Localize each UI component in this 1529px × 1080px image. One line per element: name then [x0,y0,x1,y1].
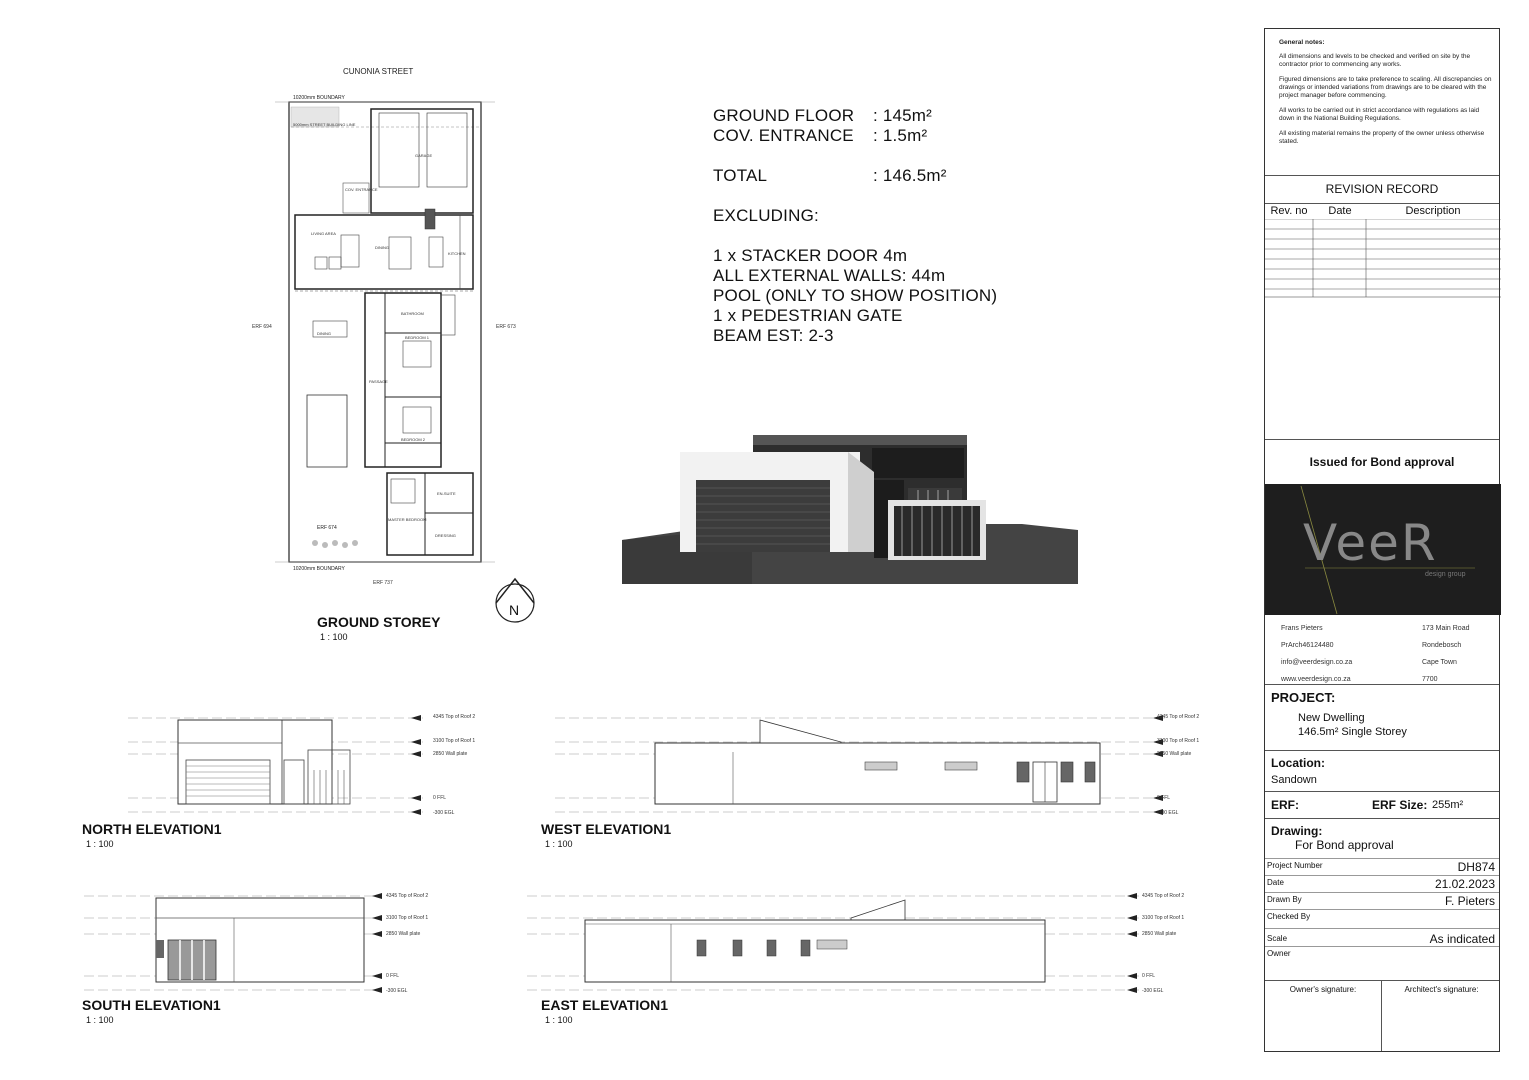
veer-logo [1265,484,1501,615]
info-row-checked-by [1265,909,1499,929]
contact-left [1281,620,1352,688]
address-line: Cape Town [1422,659,1457,666]
east-elevation-scale: 1 : 100 [545,1015,573,1025]
room-kitchen: KITCHEN [448,251,466,256]
info-key: Scale [1267,934,1288,943]
cov-entrance-label: COV. ENTRANCE [713,126,854,145]
excluding-item: POOL (ONLY TO SHOW POSITION) [713,286,998,305]
level-egl: -300 EGL [1142,988,1164,994]
excluding-label: EXCLUDING: [713,206,819,225]
info-key: Project Number [1267,861,1323,870]
erf-inner: ERF 674 [317,525,337,531]
info-key: Drawn By [1267,895,1302,904]
room-cov-entrance: COV. ENTRANCE [345,187,378,192]
room-dressing: DRESSING [435,533,456,538]
revision-table [1265,219,1501,299]
north-elevation-drawing [128,710,438,820]
logo-subtext: design group [1425,571,1466,578]
contact-email[interactable]: info@veerdesign.co.za [1281,659,1353,666]
info-value: 21.02.2023 [1434,877,1495,891]
level-ffl: 0 FFL [1157,795,1171,801]
level-wallplate: 2850 Wall plate [1142,931,1177,937]
drawing-label: Drawing: [1271,824,1323,838]
room-bathroom: BATHROOM [401,311,424,316]
rev-header-no: Rev. no [1270,205,1308,217]
address-line: 7700 [1422,676,1438,683]
logo-text: VeeR [1303,514,1438,572]
erf-bottom-label: ERF 737 [373,580,393,586]
location-value: Sandown [1271,774,1317,786]
architect-signature-label: Architect's signature: [1404,985,1479,994]
plan-title: GROUND STOREY [317,614,441,630]
room-dining-kitchen: DINING [375,245,389,250]
level-roof1: 3100 Top of Roof 1 [386,915,429,921]
contact-reg: PrArch46124480 [1281,642,1334,649]
contact-name: Frans Pieters [1281,625,1323,632]
info-row-owner [1265,946,1499,981]
area-schedule [713,106,997,346]
west-elevation-drawing [555,710,1175,820]
level-wallplate: 2850 Wall plate [433,751,468,757]
rev-header-date: Date [1328,205,1352,217]
note: Figured dimensions are to take preference to scaling. All discrepancies on drawings or intended variations from drawings are to be cleared with the project manager before commencing. [1279,76,1492,99]
house-render [622,432,1080,584]
street-building-line: 5000mm STREET BUILDING LINE [293,122,356,127]
north-arrow-icon [492,575,538,625]
west-elevation-title: WEST ELEVATION1 [541,821,672,837]
north-elevation-title: NORTH ELEVATION1 [82,821,222,837]
north-elevation-scale: 1 : 100 [86,839,114,849]
excluding-item: 1 x PEDESTRIAN GATE [713,306,903,325]
project-label: PROJECT: [1271,690,1336,705]
ground-floor-label: GROUND FLOOR [713,106,855,125]
level-egl: -300 EGL [386,988,408,994]
level-roof2: 4345 Top of Roof 2 [1142,893,1185,899]
info-row-date [1265,875,1499,893]
erf-size-value: 255m² [1432,799,1464,811]
boundary-top: 10200mm BOUNDARY [293,95,345,101]
issued-status: Issued for Bond approval [1309,455,1455,469]
info-value: F. Pieters [1444,894,1495,908]
rev-header-desc: Description [1405,205,1461,217]
level-wallplate: 2850 Wall plate [1157,751,1192,757]
room-ensuite: EN-SUITE [437,491,456,496]
west-elevation-scale: 1 : 100 [545,839,573,849]
revision-title: REVISION RECORD [1325,182,1439,196]
level-ffl: 0 FFL [1142,973,1156,979]
note: All existing material remains the property of the owner unless otherwise stated. [1279,130,1485,145]
south-elevation-title: SOUTH ELEVATION1 [82,997,221,1013]
project-line2: 146.5m² Single Storey [1298,726,1407,738]
room-garage: GARAGE [415,153,433,158]
info-value: DH874 [1457,860,1495,874]
street-name: CUNONIA STREET [343,67,414,76]
erf-size-label: ERF Size: [1372,798,1428,812]
excluding-item: BEAM EST: 2-3 [713,326,834,345]
level-roof1: 3100 Top of Roof 1 [1157,738,1200,744]
north-label: N [509,602,520,618]
info-key: Owner [1267,949,1291,958]
ground-floor-value: : 145m² [873,106,933,125]
total-value: : 146.5m² [873,166,947,185]
note: All works to be carried out in strict accordance with regulations as laid down in the National Building Regulations. [1279,107,1480,122]
total-label: TOTAL [713,166,768,185]
level-ffl: 0 FFL [386,973,400,979]
general-notes [1279,39,1494,146]
boundary-bottom: 10200mm BOUNDARY [293,566,345,572]
notes-title: General notes: [1279,39,1325,46]
room-master: MASTER BEDROOM [388,517,427,522]
level-roof1: 3100 Top of Roof 1 [1142,915,1185,921]
info-row-scale [1265,928,1499,947]
room-bedroom1: BEDROOM 1 [405,335,430,340]
info-key: Date [1267,878,1284,887]
level-egl: -300 EGL [433,810,455,816]
east-elevation-drawing [527,888,1147,998]
erf-label: ERF: [1271,798,1299,812]
info-row-drawn-by [1265,892,1499,910]
ground-floor-plan [255,85,525,605]
info-key: Checked By [1267,912,1311,921]
room-bedroom2: BEDROOM 2 [401,437,426,442]
project-line1: New Dwelling [1298,712,1365,724]
info-row-project-number [1265,858,1499,876]
title-block [1264,28,1500,1052]
room-dining: DINING [317,331,331,336]
erf-right-label: ERF 673 [496,324,516,330]
plan-scale: 1 : 100 [320,632,348,642]
east-elevation-title: EAST ELEVATION1 [541,997,669,1013]
room-passage: PASSAGE [369,379,388,384]
excluding-item: ALL EXTERNAL WALLS: 44m [713,266,946,285]
note: All dimensions and levels to be checked and verified on site by the contractor prior to commencing any works. [1279,53,1471,68]
contact-right [1422,620,1469,688]
level-roof1: 3100 Top of Roof 1 [433,738,476,744]
level-roof2: 4345 Top of Roof 2 [386,893,429,899]
info-value: As indicated [1429,932,1495,946]
owner-signature-label: Owner's signature: [1289,985,1357,994]
room-living: LIVING AREA [311,231,336,236]
level-egl: -300 EGL [1157,810,1179,816]
level-ffl: 0 FFL [433,795,447,801]
address-line: 173 Main Road [1422,625,1470,632]
address-line: Rondebosch [1422,642,1462,649]
south-elevation-drawing [84,888,384,998]
south-elevation-scale: 1 : 100 [86,1015,114,1025]
level-wallplate: 2850 Wall plate [386,931,421,937]
location-label: Location: [1271,756,1325,770]
level-roof2: 4345 Top of Roof 2 [1157,714,1200,720]
drawing-value: For Bond approval [1295,838,1394,852]
cov-entrance-value: : 1.5m² [873,126,928,145]
level-roof2: 4345 Top of Roof 2 [433,714,476,720]
excluding-item: 1 x STACKER DOOR 4m [713,246,908,265]
erf-left-label: ERF 694 [252,324,272,330]
contact-website[interactable]: www.veerdesign.co.za [1281,676,1351,683]
